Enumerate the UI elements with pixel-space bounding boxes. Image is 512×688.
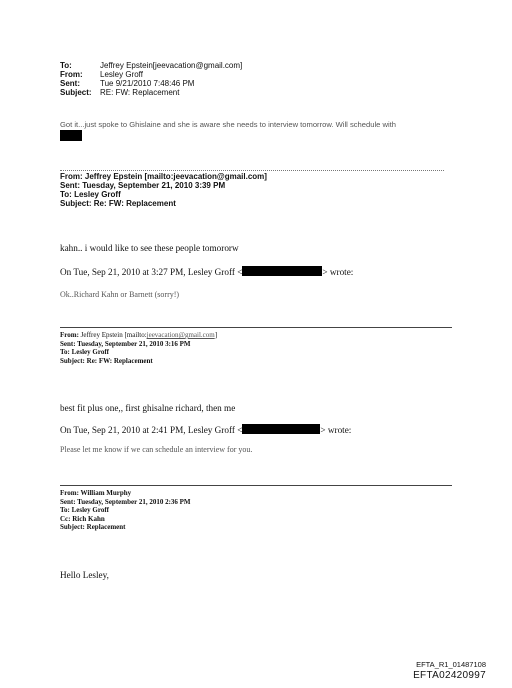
- redaction-box: [242, 424, 320, 434]
- header-2-sent: Sent: Tuesday, September 21, 2010 3:39 PM: [60, 181, 226, 190]
- message-2-body: kahn.. i would like to see these people tomororw: [60, 243, 239, 253]
- message-2-quoted: Ok..Richard Kahn or Barnett (sorry!): [60, 290, 180, 299]
- email-header-3: [60, 331, 217, 365]
- footer-id-large: EFTA02420997: [413, 670, 486, 681]
- redaction-box: [242, 266, 322, 276]
- subject-value: RE: FW: Replacement: [100, 88, 180, 97]
- header-2-from: From: Jeffrey Epstein [mailto:jeevacation@gmail.com]: [60, 172, 267, 181]
- from-value: Lesley Groff: [100, 70, 143, 79]
- message-2-quote-intro: On Tue, Sep 21, 2010 at 3:27 PM, Lesley Groff < > wrote:: [60, 267, 354, 277]
- header-3-to: To: Lesley Groff: [60, 348, 109, 357]
- header-4-from: From: William Murphy: [60, 489, 132, 497]
- to-label: To:: [60, 61, 72, 70]
- header-4-subject: Subject: Replacement: [60, 523, 126, 532]
- header-2-to: To: Lesley Groff: [60, 190, 121, 199]
- header-3-sent: Sent: Tuesday, September 21, 2010 3:16 PM: [60, 339, 191, 348]
- footer-id-small: EFTA_R1_01487108: [416, 660, 486, 669]
- redaction-box: [60, 130, 82, 141]
- separator-solid: [60, 327, 452, 328]
- email-header-2: [60, 172, 267, 208]
- header-4-to: To: Lesley Groff: [60, 506, 109, 515]
- sent-label: Sent:: [60, 79, 80, 88]
- subject-label: Subject:: [60, 88, 92, 97]
- separator-dotted: [60, 170, 444, 171]
- from-label: From:: [60, 70, 83, 79]
- sent-value: Tue 9/21/2010 7:48:46 PM: [100, 79, 195, 88]
- header-3-subject: Subject: Re: FW: Replacement: [60, 356, 153, 365]
- email-link[interactable]: jeevacation@gmail.com: [146, 331, 215, 339]
- message-4-greeting: Hello Lesley,: [60, 570, 109, 580]
- email-header-1: [60, 61, 242, 97]
- email-header-4: [60, 489, 191, 532]
- message-3-quoted: Please let me know if we can schedule an interview for you.: [60, 445, 253, 454]
- header-4-cc: Cc: Rich Kahn: [60, 514, 105, 523]
- message-3-body: best fit plus one,, first ghisalne richard, then me: [60, 403, 236, 413]
- to-value: Jeffrey Epstein[jeevacation@gmail.com]: [100, 61, 243, 70]
- message-1-body: Got it...just spoke to Ghislaine and she is aware she needs to interview tomorrow. Will schedule with: [60, 120, 396, 129]
- header-3-from: From: Jeffrey Epstein [mailto:jeevacation@gmail.com]: [60, 331, 218, 339]
- header-2-subject: Subject: Re: FW: Replacement: [60, 199, 176, 208]
- header-4-sent: Sent: Tuesday, September 21, 2010 2:36 PM: [60, 497, 191, 506]
- separator-solid: [60, 485, 452, 486]
- message-3-quote-intro: On Tue, Sep 21, 2010 at 2:41 PM, Lesley Groff < > wrote:: [60, 425, 352, 435]
